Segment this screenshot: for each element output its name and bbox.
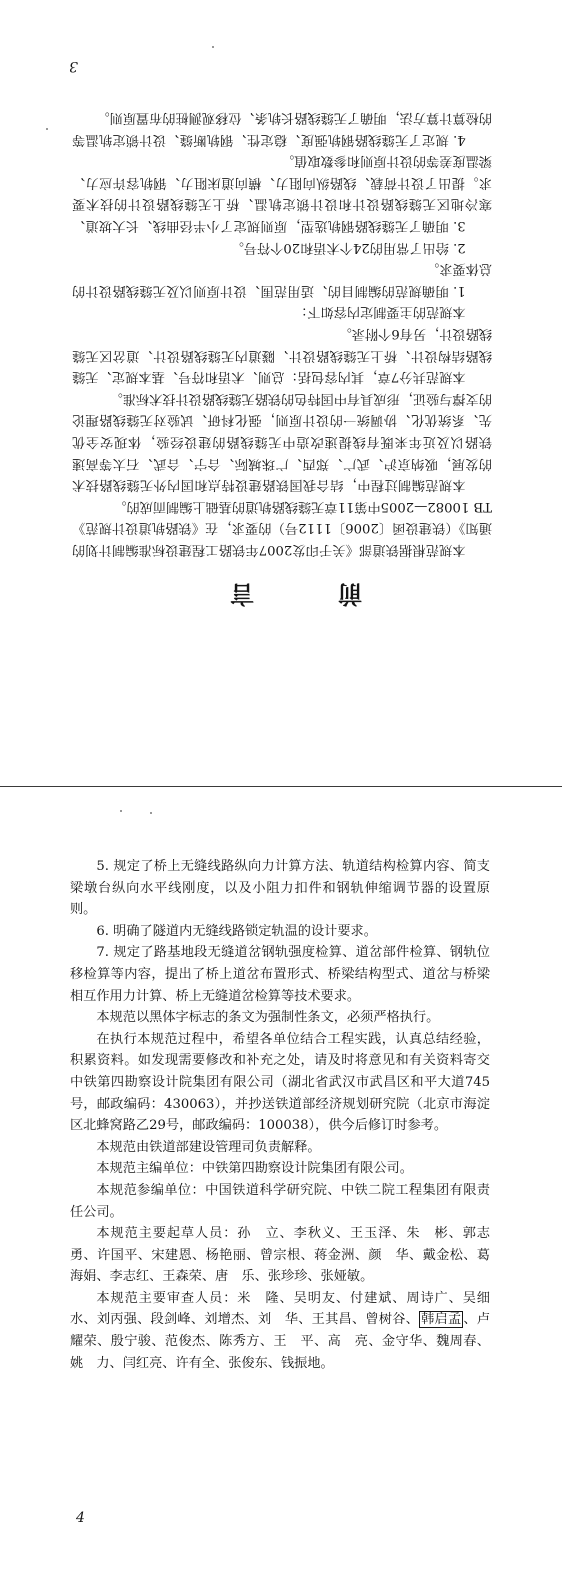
list-item-5: 5. 规定了桥上无缝线路纵向力计算方法、轨道结构检算内容、简支梁墩台纵向水平线刚度，以及小阻力扣件和钢轨伸缩调节器的设置原则。 [70,859,490,918]
rotated-page-content [0,0,562,786]
bottom-page [0,788,562,1588]
reviewers-rest: 、卢耀荣、殷宁骏、范俊杰、陈秀方、王 平、高 亮、金守华、魏周春、姚 力、闫红亮、许有全、张俊东、钱振地。 [70,1312,491,1371]
bottom-page-body [70,856,490,1374]
paragraph-main-content: 本规范的主要制定内容如下： [294,304,466,320]
scan-speck [150,812,152,814]
scan-speck [46,128,48,130]
top-page-body [72,107,492,560]
top-page [0,0,562,786]
paragraph-interpretation: 本规范由铁道部建设管理司负责解释。 [96,1139,321,1155]
paragraph-feedback: 在执行本规范过程中，希望各单位结合工程实践，认真总结经验，积累资料。如发现需要修改和补充之处，请及时将意见和有关资料寄交中铁第四勘察设计院集团有限公司（湖北省武汉市武昌区和平大道745号，邮政编码：430063），并抄送铁道部经济规划研究院（北京市海淀区北蜂窝路乙29号，邮政编码：100038），供今后修订时参考。 [70,1031,490,1134]
list-item-1: 1. 明确规范的编制目的、适用范围、设计原则以及无缝线路设计的总体要求。 [72,261,492,298]
paragraph-mandatory: 本规范以黑体字标志的条文为强制性条文，必须严格执行。 [96,1010,440,1026]
scan-speck [120,810,122,812]
list-item-7: 7. 规定了路基地段无缝道岔钢轨强度检算、道岔部件检算、钢轨位移检算等内容，提出了桥上道岔布置形式、桥梁结构型式、道岔与桥梁相互作用力计算、桥上无缝道岔检算等技术要求。 [70,945,490,1004]
page-divider [0,786,562,787]
scan-speck [212,46,214,48]
preface-heading: 前 言 [200,580,362,609]
top-page-number: 3 [69,58,78,74]
paragraph-chief-editor: 本规范主编单位：中铁第四勘察设计院集团有限公司。 [96,1161,413,1177]
paragraph-co-editors: 本规范参编单位：中国铁道科学研究院、中铁二院工程集团有限责任公司。 [70,1182,490,1220]
list-item-4: 4. 规定了无缝线路钢轨强度、稳定性、钢轨断缝、设计锁定轨温等的检算计算方法，明确了无缝线路长轨条、位移观测桩的布置原则。 [72,110,492,147]
reviewers-intro: 本规范主要审查人员：米 隆、吴明友、付建斌、周诗广、吴细水、刘丙强、段剑峰、刘增杰、刘 华、王其昌、曾树谷、 [70,1290,490,1328]
list-item-6: 6. 明确了隧道内无缝线路锁定轨温的设计要求。 [96,923,377,939]
paragraph-drafters: 本规范主要起草人员：孙 立、李秋义、王玉泽、朱 彬、郭志勇、许国平、宋建恩、杨艳丽、曾宗根、蒋金洲、颜 华、戴金松、葛海娟、李志红、王森荣、唐 乐、张珍珍、张娅敏。 [70,1226,490,1285]
paragraph-intro: 本规范根据铁道部《关于印发2007年铁路工程建设标准编制计划的通知》（铁建设函〔2006〕1112号）的要求，在《铁路轨道设计规范》TB 10082—2005中第11章无缝线路轨道的基础上编制而成的。 [72,498,492,557]
paragraph-process: 本规范编制过程中，结合我国铁路建设特点和国内外无缝线路技术的发展，吸纳京沪、武广、郑西、广珠城际、合宁、合武、石太等高速铁路以及近年来既有线提速改造中无缝线路的建设经验，体现安全优先、系统优化、协调统一的设计原则，强化科研、试验对无缝线路理论的支撑与验证，形成具有中国特色的铁路无缝线路设计技术标准。 [72,390,492,493]
boxed-reviewer-name: 韩启孟 [421,1312,462,1328]
bottom-page-number: 4 [76,1510,85,1526]
list-item-2: 2. 给出了常用的24个术语和20个符号。 [230,239,466,255]
paragraph-reviewers [70,1288,490,1374]
list-item-3: 3. 明确了无缝线路钢轨选型，原则规定了小半径曲线、长大坡道、寒冷地区无缝线路设计和设计锁定轨温、桥上无缝线路设计的技术要求。提出了设计荷载、线路纵向阻力、横向道床阻力、钢轨容许应力、梁温度差等的设计原则和参数取值。 [72,153,492,234]
paragraph-chapters: 本规范共分7章，其内容包括：总则、术语和符号、基本规定、无缝线路结构设计、桥上无缝线路设计、隧道内无缝线路设计、道岔区无缝线路设计，另有6个附录。 [72,326,492,385]
